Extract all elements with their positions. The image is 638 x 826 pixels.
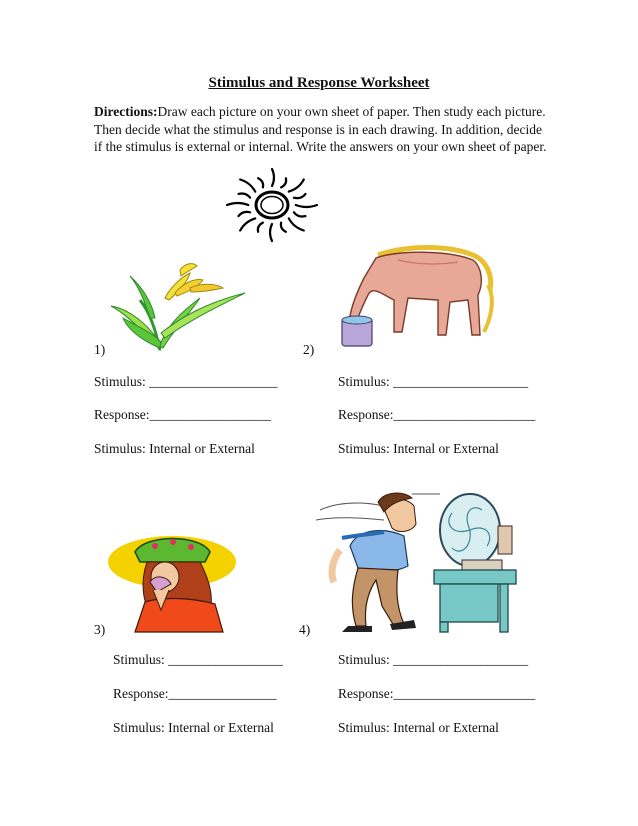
directions-paragraph	[94, 103, 550, 156]
sun-ray	[239, 193, 251, 197]
item-4-stimulus-type: Stimulus: Internal or External	[338, 720, 499, 735]
item-1-response-line: Response:__________________	[94, 407, 271, 422]
item-3-stimulus-line: Stimulus: _________________	[113, 652, 283, 667]
sun-ray	[289, 218, 304, 230]
item-2-number: 2)	[303, 342, 315, 357]
item-3-number: 3)	[94, 622, 106, 637]
item-2-response-line: Response:_____________________	[338, 407, 536, 422]
item-2-stimulus-type: Stimulus: Internal or External	[338, 441, 499, 456]
sun-icon	[224, 170, 320, 240]
item-1-number: 1)	[94, 342, 106, 357]
item-4-number: 4)	[299, 622, 311, 637]
girl-eating-icon	[105, 532, 240, 637]
sun-ray	[258, 223, 263, 232]
horse-drinking-icon	[338, 240, 498, 355]
sun-ray	[281, 178, 286, 187]
item-1-stimulus-line: Stimulus: ___________________	[94, 374, 278, 389]
sun-ray	[227, 203, 248, 205]
directions-label: Directions:	[94, 104, 158, 119]
directions-text: Draw each picture on your own sheet of paper. Then study each picture. Then decide what the stimulus and response is in each drawing. In addition, decide if the stimulus is external or internal. Write the answers on your own sheet of paper.	[94, 104, 547, 154]
item-3-response-line: Response:________________	[113, 686, 277, 701]
man-windblown-fan-icon	[312, 488, 524, 636]
item-3-stimulus-type: Stimulus: Internal or External	[113, 720, 274, 735]
sun-ray	[289, 180, 304, 192]
sun-ray	[240, 218, 255, 230]
page-title: Stimulus and Response Worksheet	[208, 75, 430, 91]
sun-ray	[294, 212, 306, 216]
sun-ray	[240, 180, 255, 192]
sun-ray	[294, 194, 306, 198]
item-2-stimulus-line: Stimulus: ____________________	[338, 374, 529, 389]
flower-icon	[105, 258, 250, 353]
item-4-stimulus-line: Stimulus: ____________________	[338, 652, 529, 667]
sun-ray	[239, 212, 251, 216]
sun-ray	[270, 224, 272, 241]
sun-ray	[258, 178, 263, 187]
item-4-response-line: Response:_____________________	[338, 686, 536, 701]
item-1-stimulus-type: Stimulus: Internal or External	[94, 441, 255, 456]
sun-ray	[281, 223, 286, 232]
sun-ray	[272, 169, 274, 186]
sun-ray	[296, 205, 317, 207]
